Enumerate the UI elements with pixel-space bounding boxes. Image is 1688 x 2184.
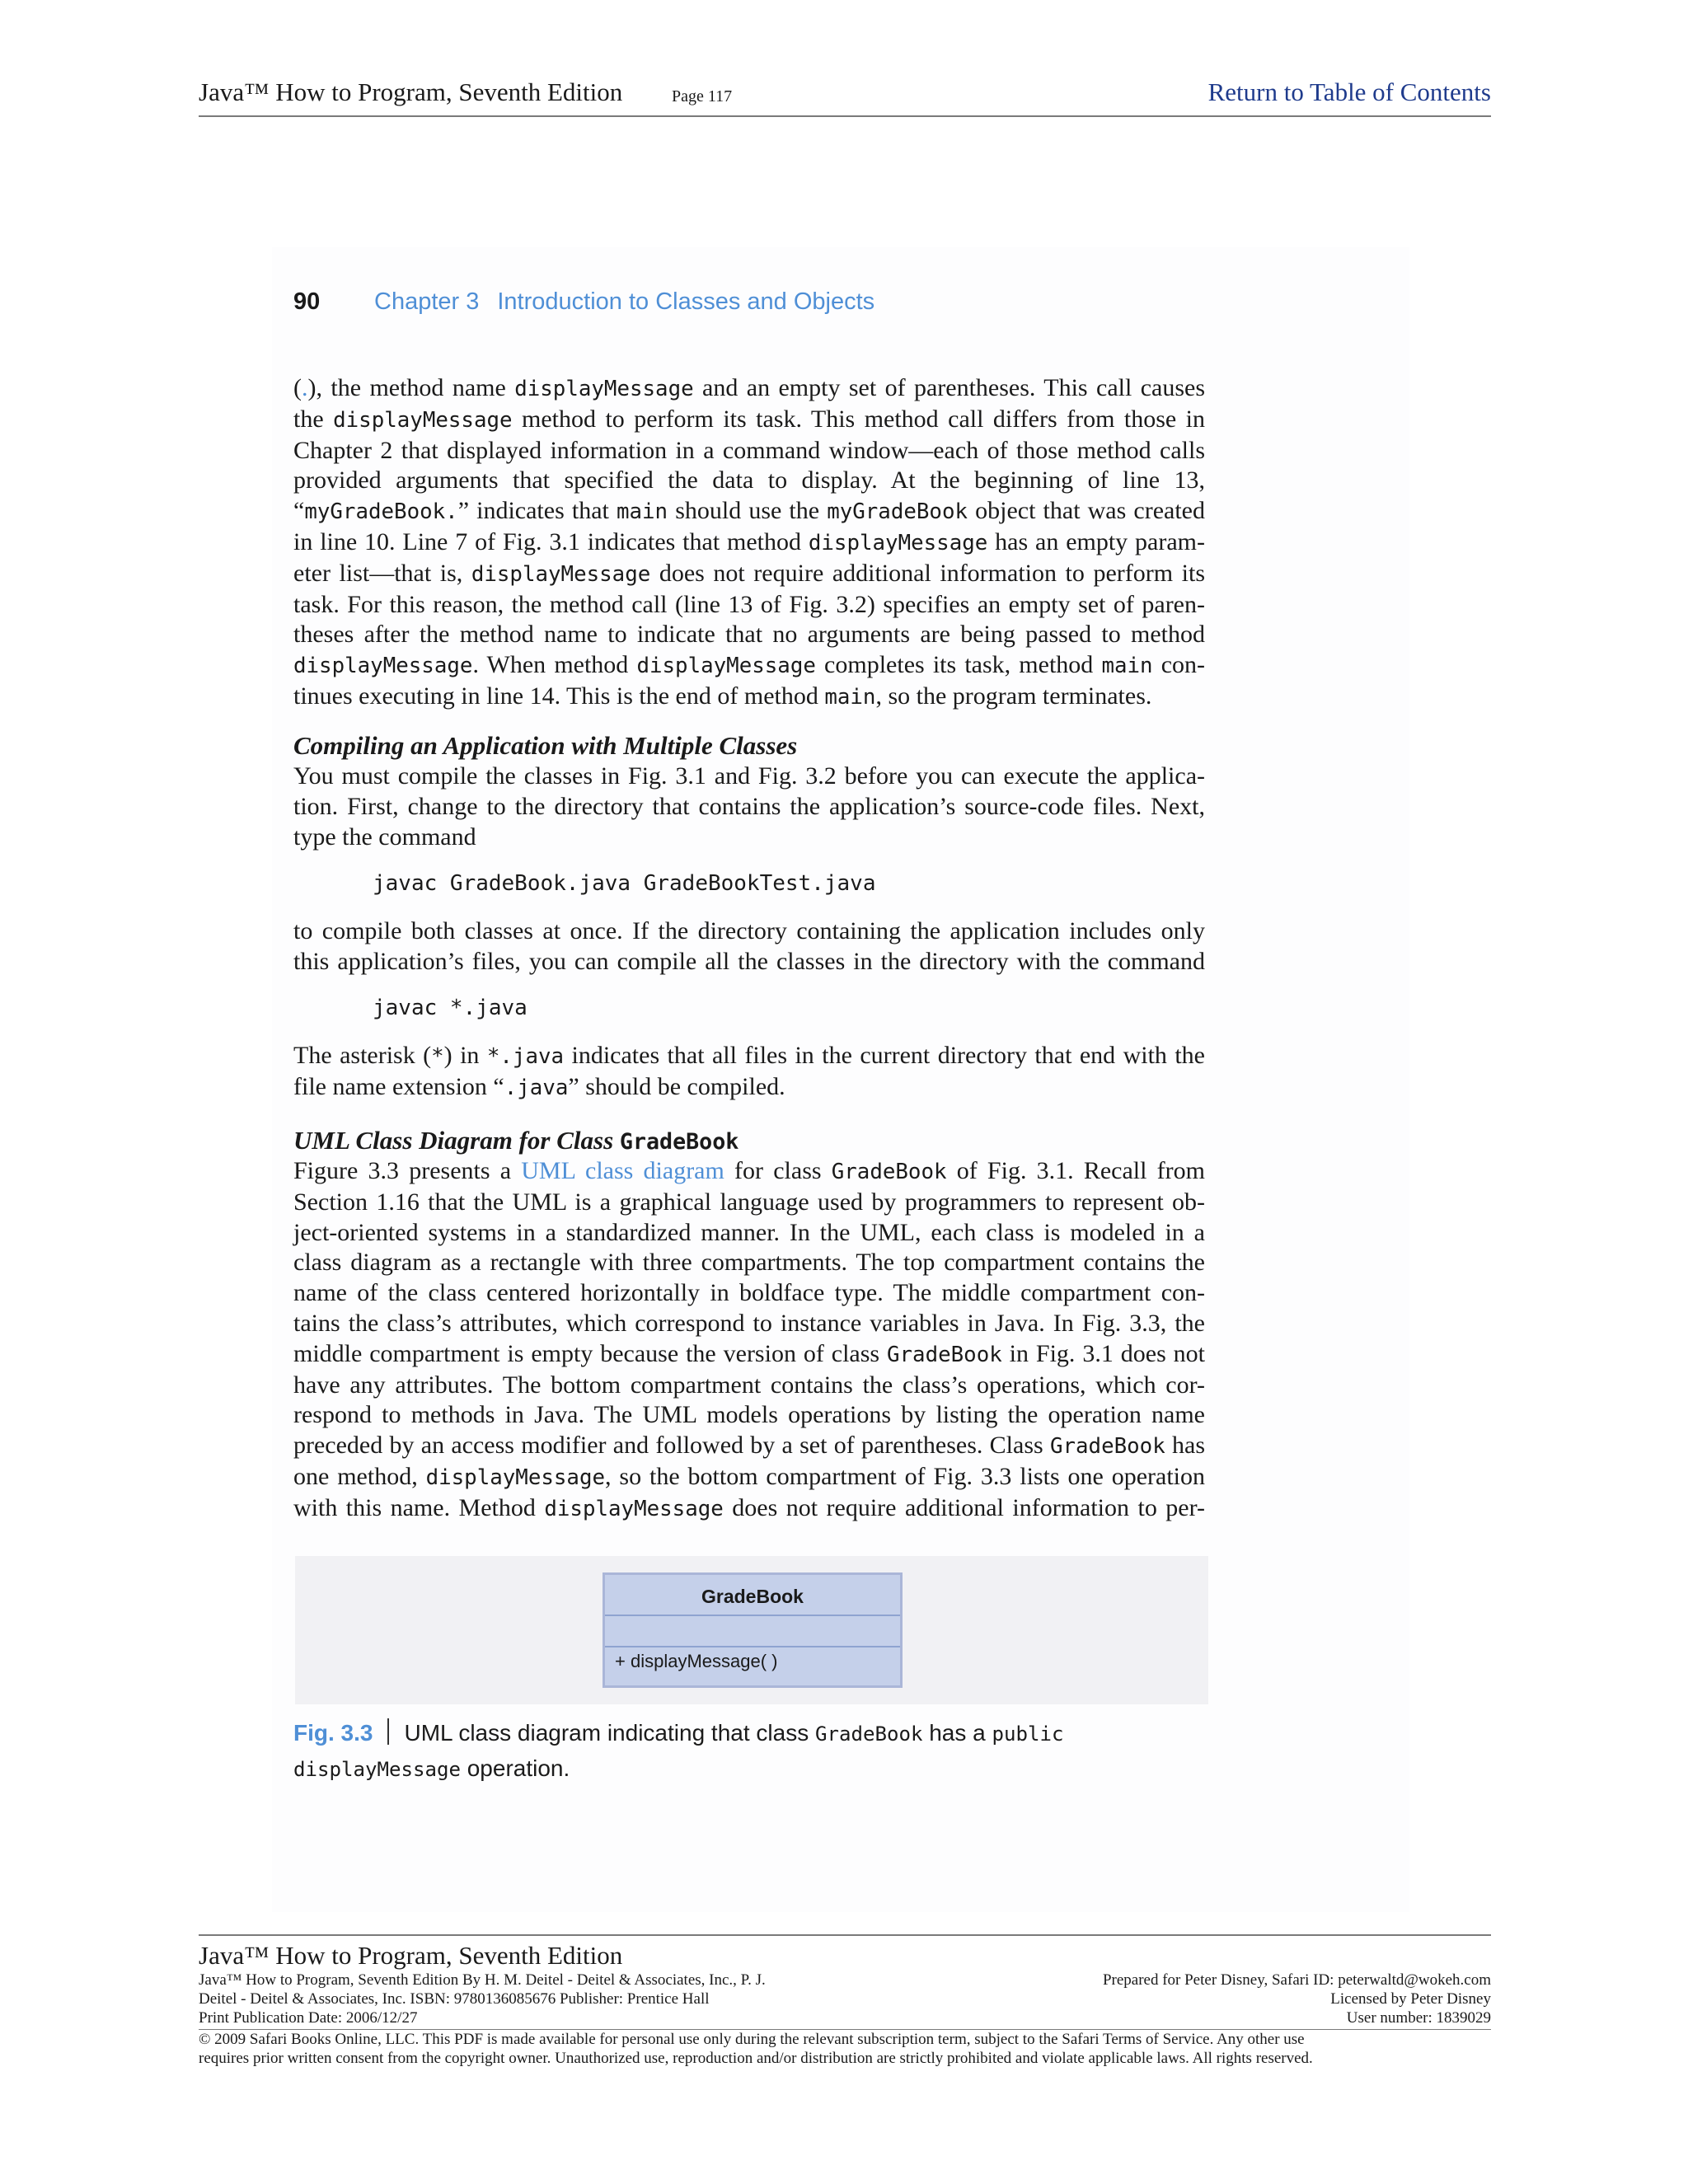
inline-code: .java [504, 1075, 569, 1100]
text-run: middle compartment is empty because the version of class [293, 1339, 887, 1367]
inline-code: displayMessage [544, 1496, 724, 1521]
text-run: ), the method name [307, 374, 515, 401]
paragraph-asterisk [293, 1041, 1205, 1104]
text-run: does not require additional information to per- [723, 1493, 1205, 1521]
text-run: to compile both classes at once. If the directory containing the application includes only [293, 917, 1205, 944]
text-run: has an empty param- [987, 527, 1205, 555]
inline-code: displayMessage [471, 561, 651, 587]
text-run: You must compile the classes in Fig. 3.1 and Fig. 3.2 before you can execute the applica- [293, 762, 1205, 790]
text-run: one method, [293, 1462, 426, 1490]
footer-copyright: © 2009 Safari Books Online, LLC. This PDF is made available for personal use only during the relevant subscription term, subject to the Safari Terms of Service. Any other use [199, 2031, 1305, 2048]
text-line [293, 559, 1205, 590]
footer-row [199, 1971, 1491, 1990]
paragraph-compile-both [293, 916, 1205, 977]
text-run: eter list—that is, [293, 559, 471, 587]
text-line [293, 1431, 1205, 1462]
caption-separator [387, 1718, 389, 1745]
text-line [293, 1218, 1205, 1249]
caption-text: UML class diagram indicating that class [404, 1720, 815, 1746]
inline-code: GradeBook [1049, 1434, 1165, 1460]
text-line [293, 590, 1205, 621]
paragraph-compile [293, 762, 1205, 852]
text-line [293, 620, 1205, 650]
text-line [293, 466, 1205, 496]
text-run: provided arguments that specified the data to display. At the beginning of line 13, [293, 466, 1205, 494]
text-line [293, 823, 1205, 853]
text-run: tains the class’s attributes, which correspond to instance variables in Java. In Fig. 3.3, the [293, 1309, 1205, 1337]
footer-title: Java™ How to Program, Seventh Edition [199, 1941, 623, 1970]
section-heading-compiling: Compiling an Application with Multiple Classes [293, 731, 798, 760]
figure-caption [293, 1716, 1118, 1787]
footer [199, 1934, 1491, 2068]
page-number: 90 [293, 288, 321, 315]
paragraph-method-call [293, 373, 1205, 713]
top-header [199, 77, 1491, 117]
text-run: in Fig. 3.1 does not [1001, 1339, 1205, 1367]
text-line [293, 1156, 1205, 1188]
text-line [293, 1278, 1205, 1309]
text-line [293, 1072, 1205, 1104]
text-run: theses after the method name to indicate that no arguments are being passed to method [293, 621, 1205, 649]
text-line [293, 792, 1205, 823]
text-line [293, 650, 1205, 682]
inline-code: main [616, 499, 668, 525]
text-line [293, 1041, 1205, 1072]
inline-code: displayMessage [333, 407, 513, 433]
inline-code: displayMessage [808, 530, 988, 555]
text-run: completes its task, method [815, 651, 1102, 679]
text-run: task. For this reason, the method call (line 13 of Fig. 3.2) specifies an empty set of paren- [293, 590, 1205, 618]
book-title: Java™ How to Program, Seventh Edition [199, 77, 623, 106]
inline-code: main [1101, 654, 1153, 679]
caption-text: operation. [460, 1755, 570, 1781]
footer-rule [199, 1934, 1491, 1936]
footer-publication: Java™ How to Program, Seventh Edition By H. M. Deitel - Deitel & Associates, Inc., P. J. [199, 1971, 766, 1989]
inline-code: GradeBook [886, 1342, 1002, 1367]
section-heading-uml [293, 1126, 738, 1155]
text-run: should use the [668, 497, 828, 525]
inline-code: myGradeBook [827, 499, 968, 525]
inline-code: displayMessage [293, 654, 473, 679]
footer-prepared-for: Prepared for Peter Disney, Safari ID: peterwaltd@wokeh.com [1102, 1971, 1491, 1989]
chapter-title: Introduction to Classes and Objects [497, 288, 875, 315]
highlighted-term: . [302, 374, 308, 401]
chapter-label: Chapter 3 [374, 288, 480, 315]
text-run: Chapter 2 that displayed information in a command window—each of those method calls [293, 436, 1205, 464]
text-run: for class [724, 1157, 832, 1184]
text-run: ject-oriented systems in a standardized manner. In the UML, each class is modeled in a [293, 1218, 1205, 1246]
text-line [293, 496, 1205, 527]
text-line [293, 373, 1205, 405]
text-run: name of the class centered horizontally in boldface type. The middle compartment con- [293, 1279, 1205, 1307]
text-line [293, 947, 1205, 977]
inline-code: displayMessage [425, 1465, 606, 1490]
footer-row [199, 2008, 1491, 2027]
text-run: Section 1.16 that the UML is a graphical language used by programmers to represent ob- [293, 1188, 1205, 1216]
text-run: , so the bottom compartment of Fig. 3.3 lists one operation [605, 1462, 1206, 1490]
text-run: indicates that all files in the current directory that end with the [564, 1042, 1205, 1069]
text-line [293, 1188, 1205, 1218]
text-run: and an empty set of parentheses. This call causes [693, 374, 1206, 401]
text-run: object that was created [968, 497, 1205, 525]
text-line [293, 405, 1205, 436]
text-line [293, 1248, 1205, 1278]
page-label: Page 117 [672, 87, 733, 105]
text-run: tinues executing in line 14. This is the end of method [293, 682, 825, 710]
text-line [293, 1339, 1205, 1371]
footer-isbn: Deitel - Deitel & Associates, Inc. ISBN: 9780136085676 Publisher: Prentice Hall [199, 1990, 710, 2008]
caption-code: public [992, 1722, 1064, 1746]
text-line [293, 1400, 1205, 1431]
heading-code: GradeBook [619, 1129, 739, 1155]
text-run: ( [293, 374, 302, 401]
text-line [293, 916, 1205, 947]
footer-row [199, 1990, 1491, 2008]
inline-code: displayMessage [514, 377, 694, 401]
text-run: of Fig. 3.1. Recall from [946, 1157, 1205, 1184]
text-run: . When method [472, 651, 637, 679]
text-line [293, 1309, 1205, 1339]
inline-code: GradeBook [831, 1160, 947, 1184]
text-run: tion. First, change to the directory that contains the application’s source-code files. Next, [293, 792, 1205, 820]
text-line [293, 436, 1205, 466]
text-line [293, 762, 1205, 792]
uml-operation: + displayMessage( ) [615, 1651, 778, 1671]
heading-text: UML Class Diagram for Class [293, 1126, 614, 1155]
footer-user-number: User number: 1839029 [1346, 2009, 1491, 2027]
text-line [293, 1462, 1205, 1493]
text-line [293, 1371, 1205, 1401]
footer-date: Print Publication Date: 2006/12/27 [199, 2009, 418, 2027]
text-run: method to perform its task. This method call differs from those in [512, 405, 1206, 433]
code-javac-both: javac GradeBook.java GradeBookTest.java [373, 871, 876, 896]
footer-copyright: requires prior written consent from the copyright owner. Unauthorized use, reproduction and/or distribution are strictly prohibited and violate applicable laws. All rights reserved. [199, 2050, 1313, 2067]
text-run: file name extension “ [293, 1072, 504, 1100]
text-run: con- [1152, 651, 1206, 679]
highlighted-term: UML class diagram [521, 1157, 724, 1184]
text-line [293, 1493, 1205, 1525]
text-run: The asterisk ( [293, 1042, 432, 1069]
text-run: ” indicates that [457, 497, 617, 525]
inline-code: *.java [486, 1044, 565, 1069]
caption-text: has a [922, 1720, 992, 1746]
text-run: Figure 3.3 presents a [293, 1157, 522, 1184]
text-run: ) in [443, 1042, 487, 1069]
text-line [293, 682, 1205, 713]
text-run: the [293, 405, 334, 433]
text-run: have any attributes. The bottom compartment contains the class’s operations, which cor- [293, 1371, 1205, 1399]
inline-code: main [824, 684, 876, 710]
paragraph-uml [293, 1156, 1205, 1525]
caption-code: GradeBook [814, 1722, 923, 1746]
text-run: preceded by an access modifier and followed by a set of parentheses. Class [293, 1432, 1050, 1460]
text-run: “ [293, 497, 305, 525]
text-run: does not require additional information to perform its [650, 559, 1205, 587]
uml-attributes-compartment [605, 1616, 900, 1647]
inline-code: displayMessage [636, 654, 816, 679]
uml-class-name: GradeBook [605, 1575, 900, 1616]
text-run: , so the program terminates. [875, 682, 1152, 710]
text-run: this application’s files, you can compile all the classes in the directory with the command [293, 947, 1205, 975]
footer-license: Licensed by Peter Disney [1330, 1990, 1491, 2008]
text-line [293, 527, 1205, 559]
toc-link[interactable]: Return to Table of Contents [1207, 77, 1491, 106]
text-run: type the command [293, 823, 476, 851]
figure-label: Fig. 3.3 [293, 1720, 373, 1746]
text-run: class diagram as a rectangle with three compartments. The top compartment contains the [293, 1249, 1205, 1277]
running-head [293, 288, 874, 316]
code-javac-wildcard: javac *.java [373, 996, 528, 1020]
text-run: has [1165, 1432, 1205, 1460]
text-run: ” should be compiled. [568, 1072, 785, 1100]
caption-code: displayMessage [293, 1758, 461, 1781]
text-run: in line 10. Line 7 of Fig. 3.1 indicates that method [293, 527, 809, 555]
inline-code: * [431, 1044, 444, 1069]
uml-class-box [603, 1572, 903, 1688]
inline-code: myGradeBook. [304, 499, 458, 525]
text-run: respond to methods in Java. The UML models operations by listing the operation name [293, 1401, 1205, 1429]
text-run: with this name. Method [293, 1493, 545, 1521]
